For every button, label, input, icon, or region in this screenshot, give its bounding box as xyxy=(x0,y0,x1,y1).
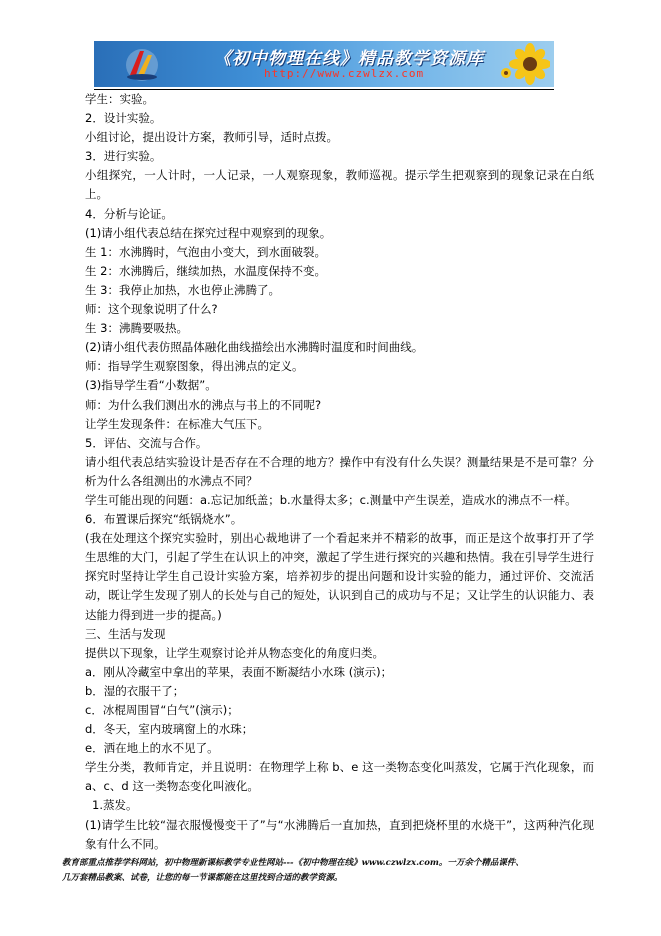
footer-line-1: 教育部重点推荐学科网站，初中物理新课标教学专业性网站---《初中物理在线》www.czwlzx.com。一万余个精品课件、 xyxy=(62,858,524,868)
paragraph: 生 3：我停止加热，水也停止沸腾了。 xyxy=(85,282,280,297)
paragraph: 小组讨论，提出设计方案，教师引导，适时点拨。 xyxy=(85,130,338,145)
paragraph: a．刚从冷藏室中拿出的苹果，表面不断凝结小水珠 (演示)； xyxy=(85,664,393,679)
paragraph: 3．进行实验。 xyxy=(85,149,162,164)
paragraph: 学生：实验。 xyxy=(85,92,154,106)
header-banner xyxy=(94,41,554,87)
paragraph: c．冰棍周围冒“白气”(演示)； xyxy=(85,703,239,717)
site-logo-icon xyxy=(122,45,162,83)
paragraph: 6．布置课后探究“纸锅烧水”。 xyxy=(85,512,243,527)
banner-title: 《初中物理在线》精品教学资源库 xyxy=(214,49,484,69)
paragraph: 让学生发现条件：在标准大气压下。 xyxy=(85,416,269,431)
paragraph: 学生可能出现的问题：a.忘记加纸盖；b.水量得太多；c.测量中产生误差，造成水的沸点不一样。 xyxy=(85,492,577,507)
sunflower-icon xyxy=(500,43,550,85)
paragraph: 生 2：水沸腾后，继续加热，水温度保持不变。 xyxy=(85,263,326,278)
paragraph: b．湿的衣服干了； xyxy=(85,683,185,698)
paragraph: e．洒在地上的水不见了。 xyxy=(85,741,219,756)
paragraph: 三、生活与发现 xyxy=(85,626,166,641)
paragraph: 4．分析与论证。 xyxy=(85,206,173,221)
paragraph: 1.蒸发。 xyxy=(92,798,138,813)
paragraph: 5．评估、交流与合作。 xyxy=(85,435,208,450)
paragraph: 师：这个现象说明了什么? xyxy=(85,302,218,317)
paragraph: (我在处理这个探究实验时，别出心裁地讲了一个看起来并不精彩的故事，而正是这个故事打开了学生思维的大门，引起了学生在认识上的冲突，激起了学生进行探究的兴趣和热情。我在引导学生进行探究时坚持让学生自己设计实验方案，培养初步的提出问题和设计实验的能力，通过评价、交流活动，既让学生发现了别人的长处与自己的短处，认识到自己的成功与不足；又让学生的认识能力、表达能力得到进一步的提高。) xyxy=(85,531,594,622)
paragraph: (1)请学生比较“湿衣服慢慢变干了”与“水沸腾后一直加热，直到把烧杯里的水烧干”，这两种汽化现象有什么不同。 xyxy=(85,817,594,851)
paragraph: 生 3：沸腾要吸热。 xyxy=(85,321,188,336)
paragraph: (2)请小组代表仿照晶体融化曲线描绘出水沸腾时温度和时间曲线。 xyxy=(85,340,424,355)
paragraph: 师：指导学生观察图象，得出沸点的定义。 xyxy=(85,359,304,374)
paragraph: 小组探究，一人计时，一人记录，一人观察现象，教师巡视。提示学生把观察到的现象记录在白纸上。 xyxy=(85,168,594,202)
paragraph: 2．设计实验。 xyxy=(85,111,162,126)
paragraph: (3)指导学生看“小数据”。 xyxy=(85,378,217,393)
paragraph: 请小组代表总结实验设计是否存在不合理的地方？操作中有没有什么失误？测量结果是不是可靠？分析为什么各组测出的水沸点不同？ xyxy=(85,454,594,488)
paragraph: 生 1：水沸腾时，气泡由小变大，到水面破裂。 xyxy=(85,244,326,259)
paragraph: 师：为什么我们测出水的沸点与书上的不同呢? xyxy=(85,397,322,412)
footer-line-2: 几万套精品教案、试卷，让您的每一节课都能在这里找到合适的教学资源。 xyxy=(62,873,343,883)
page-footer xyxy=(62,856,602,886)
paragraph: (1)请小组代表总结在探究过程中观察到的现象。 xyxy=(85,225,332,240)
paragraph: 学生分类，教师肯定，并且说明：在物理学上称 b、e 这一类物态变化叫蒸发，它属于汽化现象，而 a、c、d 这一类物态变化叫液化。 xyxy=(85,760,594,794)
banner-url[interactable]: http://www.czwlzx.com xyxy=(264,67,425,80)
paragraph: 提供以下现象，让学生观察讨论并从物态变化的角度归类。 xyxy=(85,645,384,660)
paragraph: d．冬天，室内玻璃窗上的水珠； xyxy=(85,722,254,737)
document-body xyxy=(62,90,594,854)
